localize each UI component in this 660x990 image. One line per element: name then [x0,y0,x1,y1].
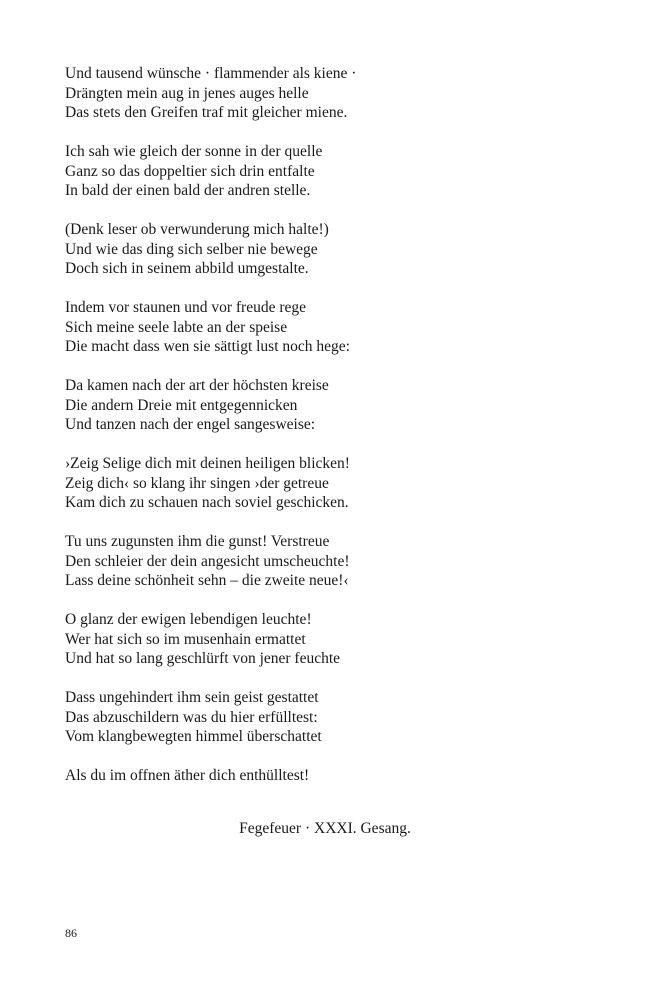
verse-line: O glanz der ewigen lebendigen leuchte! [65,611,312,628]
verse-line: In bald der einen bald der andren stelle. [65,182,311,199]
verse-line: Zeig dich‹ so klang ihr singen ›der getreue [65,474,329,492]
verse-line: (Denk leser ob verwunderung mich halte!) [65,221,329,238]
stanza [65,64,485,123]
verse-line: Das stets den Greifen traf mit gleicher miene. [65,104,348,121]
verse-line: ›Zeig Selige dich mit deinen heiligen blicken! [65,455,350,472]
verse-line: Das abzuschildern was du hier erfülltest: [65,708,318,726]
source-attribution [0,819,650,839]
stanza [65,688,485,747]
verse-line: Da kamen nach der art der höchsten kreise [65,377,329,394]
stanza [65,220,485,279]
verse-line: Ich sah wie gleich der sonne in der quelle [65,143,323,160]
stanza [65,532,485,591]
stanza [65,610,485,669]
verse-line: Den schleier der dein angesicht umscheuchte! [65,552,350,570]
verse-line: Tu uns zugunsten ihm die gunst! Verstreue [65,533,330,550]
verse-line: Vom klangbewegten himmel überschattet [65,728,322,745]
source-text: Fegefeuer · XXXI. Gesang. [239,820,411,837]
verse-line: Und tausend wünsche · flammender als kiene · [65,65,357,82]
verse-line: Lass deine schönheit sehn – die zweite neue!‹ [65,572,349,589]
stanza [65,142,485,201]
verse-line: Dass ungehindert ihm sein geist gestattet [65,689,319,706]
verse-line: Und hat so lang geschlürft von jener feuchte [65,650,341,667]
verse-line: Als du im offnen äther dich enthülltest! [65,767,310,784]
verse-line: Wer hat sich so im musenhain ermattet [65,630,306,648]
verse-line: Und tanzen nach der engel sangesweise: [65,416,316,433]
stanza [65,376,485,435]
verse-line: Sich meine seele labte an der speise [65,318,288,336]
poem-text [65,64,485,805]
verse-line: Drängten mein aug in jenes auges helle [65,84,309,102]
verse-line: Doch sich in seinem abbild umgestalte. [65,260,309,277]
verse-line: Kam dich zu schauen nach soviel geschicken. [65,494,349,511]
verse-line: Indem vor staunen und vor freude rege [65,299,307,316]
page-number: 86 [65,926,77,940]
verse-line: Und wie das ding sich selber nie bewege [65,240,318,258]
stanza [65,298,485,357]
verse-line: Die macht dass wen sie sättigt lust noch hege: [65,338,350,355]
stanza [65,766,485,786]
stanza [65,454,485,513]
verse-line: Ganz so das doppeltier sich drin entfalte [65,162,315,180]
verse-line: Die andern Dreie mit entgegennicken [65,396,298,414]
